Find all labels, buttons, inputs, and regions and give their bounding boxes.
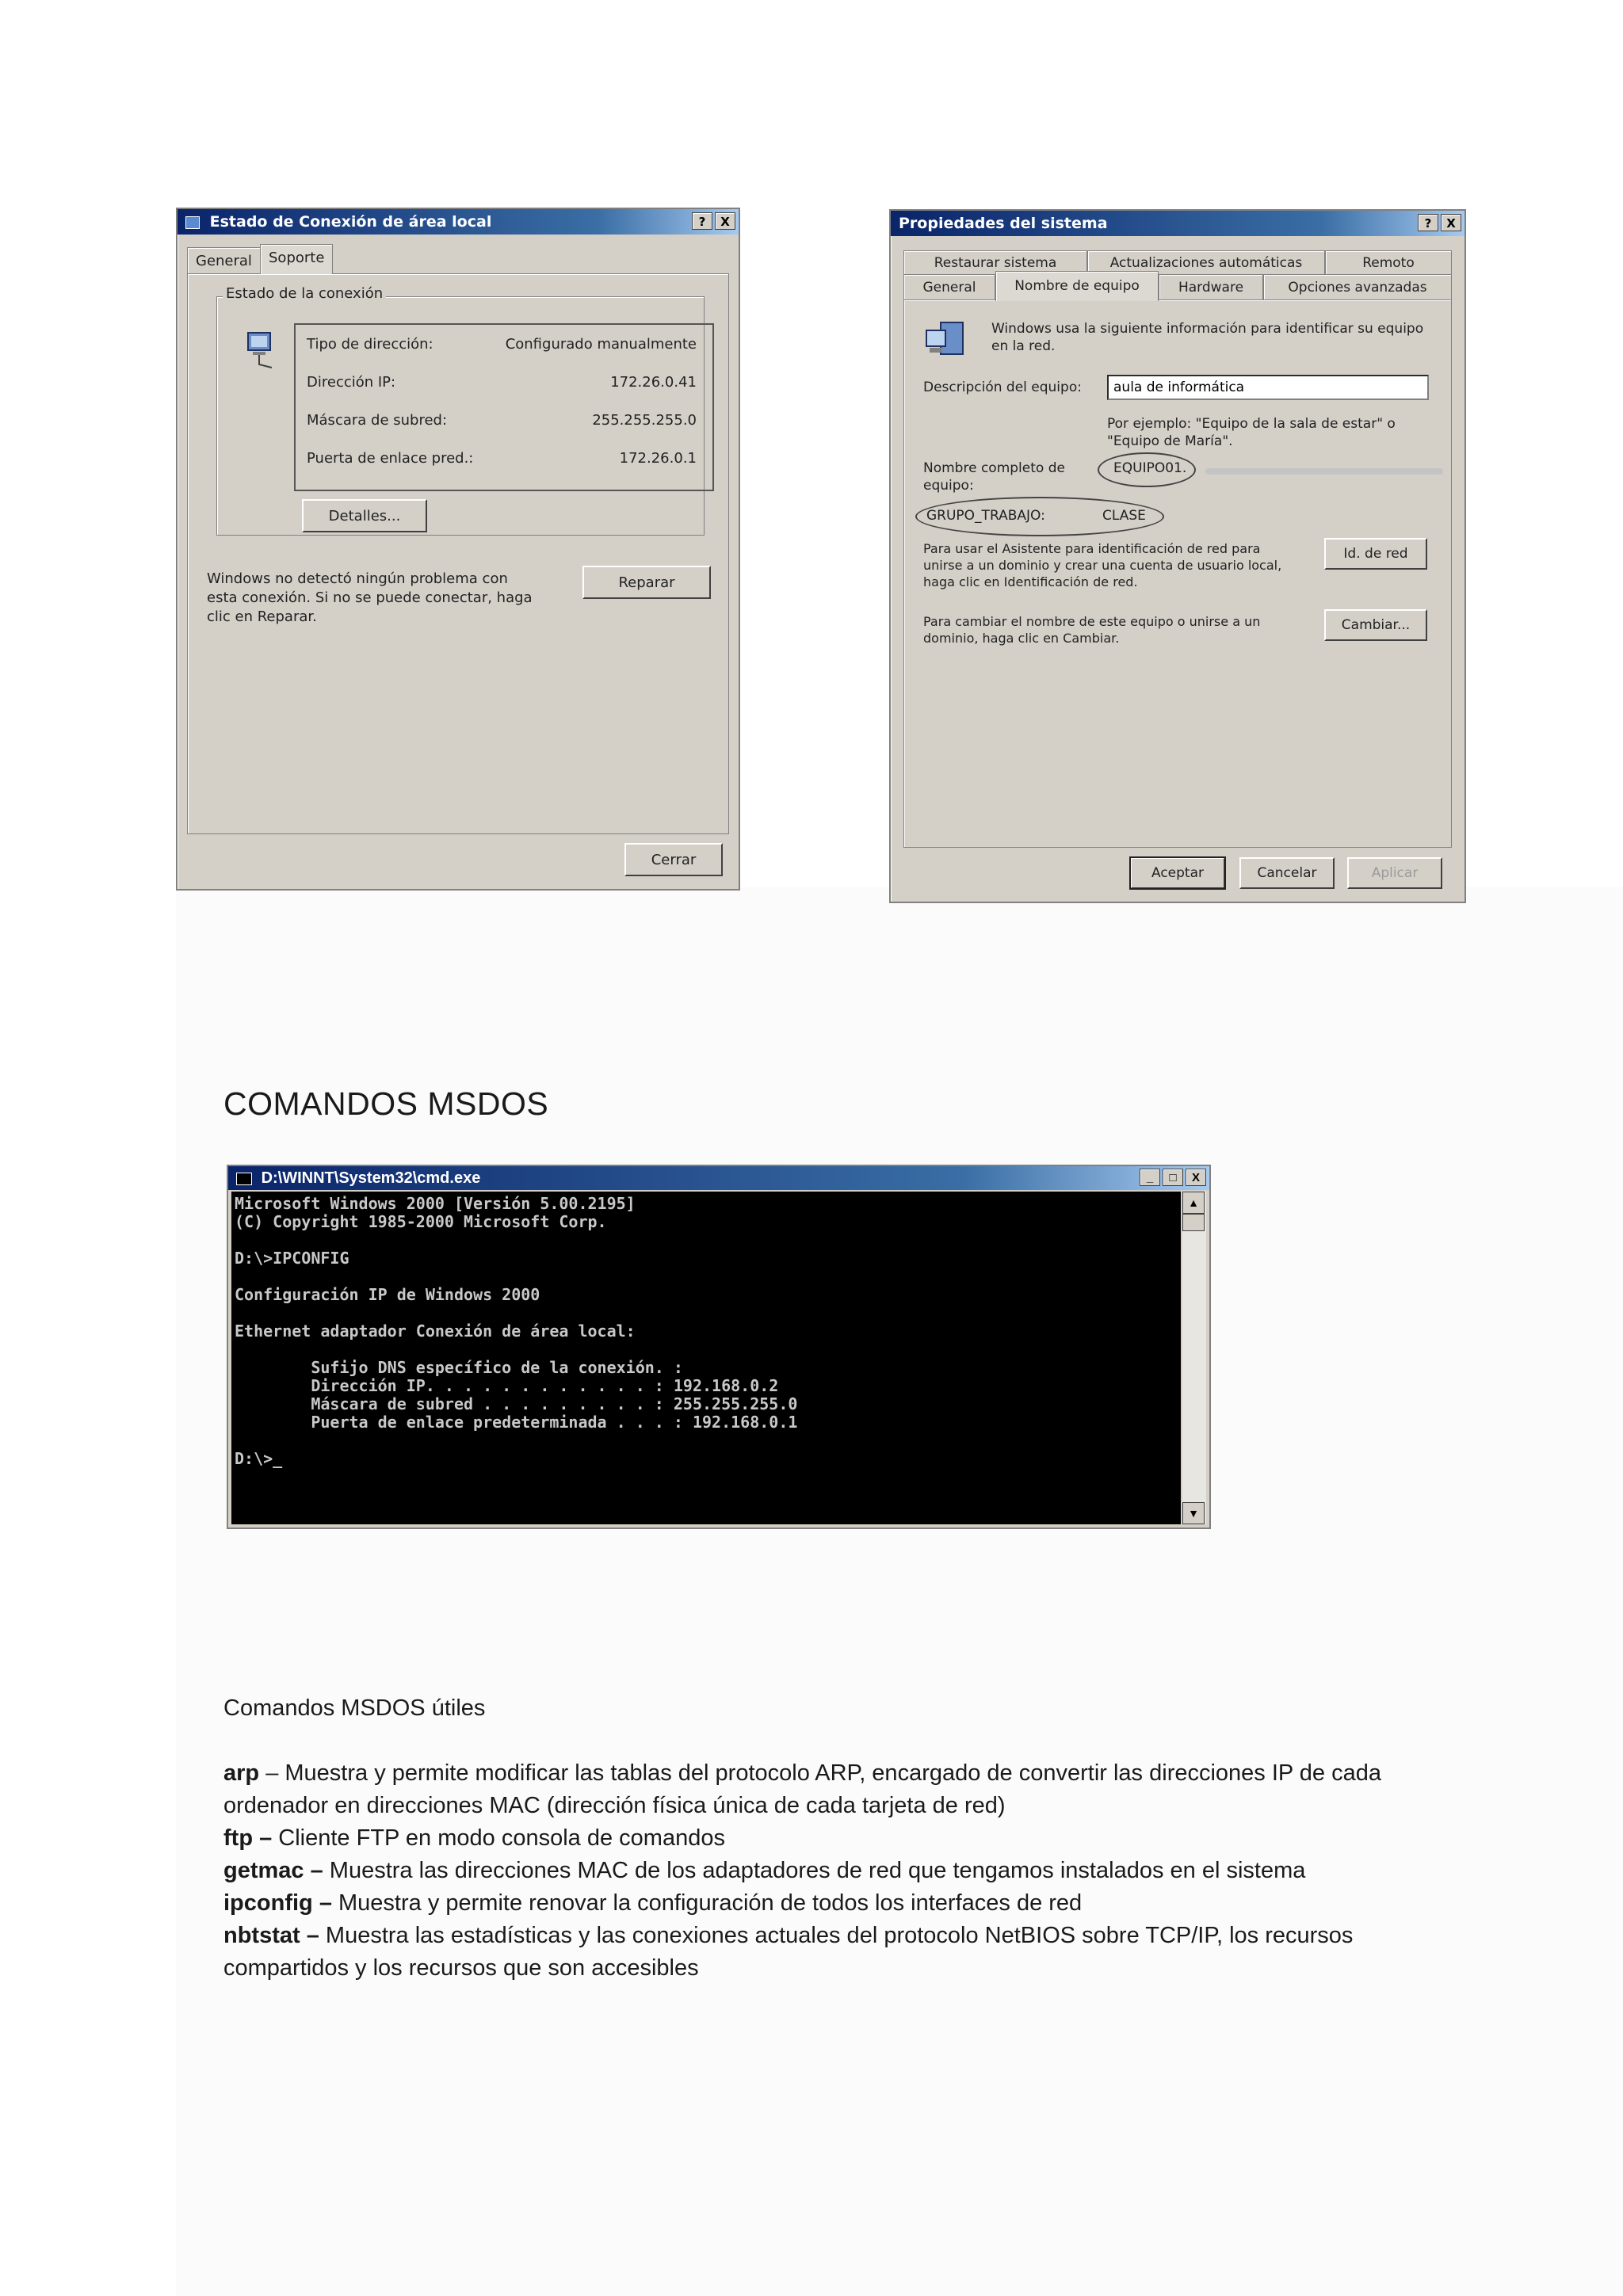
tab-soporte[interactable]: Soporte (260, 244, 333, 274)
console-output[interactable] (231, 1192, 1181, 1524)
dialog-close-button[interactable]: Cerrar (624, 843, 723, 876)
console-line: Dirección IP. . . . . . . . . . . . : 192.168.0.2 (235, 1376, 779, 1395)
scroll-down-icon[interactable]: ▼ (1182, 1502, 1205, 1524)
console-line (235, 1231, 1178, 1249)
command-separator (332, 1890, 338, 1916)
command-item (223, 1887, 1412, 1920)
console-line: Puerta de enlace predeterminada . . . : 192.168.0.1 (235, 1413, 798, 1432)
command-separator: – (259, 1760, 285, 1786)
intro-line-2: en la red. (991, 338, 1056, 354)
command-description: Muestra y permite modificar las tablas del protocolo ARP, encargado de convertir las direcciones IP de cada ordenador en direcciones MAC (dirección física única de cada tarjeta de red) (223, 1760, 1381, 1818)
command-name: getmac – (223, 1858, 323, 1883)
command-description: Muestra las direcciones MAC de los adaptadores de red que tengamos instalados en el sistema (329, 1858, 1306, 1883)
description-label: Descripción del equipo: (923, 379, 1082, 395)
command-separator (319, 1923, 326, 1948)
repair-button[interactable]: Reparar (582, 566, 711, 599)
ip-address-label: Dirección IP: (307, 374, 396, 391)
scroll-up-icon[interactable]: ▲ (1182, 1192, 1205, 1214)
tab-restaurar-sistema[interactable]: Restaurar sistema (903, 250, 1087, 274)
help-button[interactable]: ? (1418, 214, 1438, 231)
dialog-title: Propiedades del sistema (899, 215, 1108, 232)
command-name: arp (223, 1760, 260, 1786)
close-button[interactable]: X (715, 212, 735, 230)
console-line: Máscara de subred . . . . . . . . . : 255.255.255.0 (235, 1394, 798, 1413)
dialog-titlebar[interactable] (891, 211, 1465, 236)
details-button[interactable]: Detalles... (302, 499, 427, 532)
command-item (223, 1822, 1412, 1855)
blurred-line (1205, 468, 1443, 475)
network-icon (185, 216, 200, 229)
tab-panel (187, 273, 729, 834)
cancel-button[interactable]: Cancelar (1239, 857, 1335, 889)
dialog-titlebar[interactable] (178, 209, 739, 235)
workgroup-circle (915, 497, 1164, 536)
network-id-button[interactable]: Id. de red (1324, 538, 1427, 570)
command-item (223, 1757, 1412, 1822)
console-line (235, 1304, 1178, 1322)
console-line: Sufijo DNS específico de la conexión. : (235, 1358, 683, 1377)
gateway-value: 172.26.0.1 (619, 450, 697, 467)
tab-nombre-de-equipo[interactable]: Nombre de equipo (995, 271, 1159, 301)
cmd-title: D:\WINNT\System32\cmd.exe (261, 1169, 481, 1187)
accept-button[interactable]: Aceptar (1130, 857, 1225, 889)
address-type-label: Tipo de dirección: (307, 336, 433, 353)
console-line: D:\>IPCONFIG (235, 1249, 349, 1268)
minimize-button[interactable]: _ (1140, 1169, 1160, 1186)
address-type-value: Configurado manualmente (505, 336, 697, 353)
diagnostic-message-1: Windows no detectó ningún problema con (207, 570, 508, 587)
intro-line-1: Windows usa la siguiente información para identificar su equipo (991, 321, 1424, 337)
workgroup-value: CLASE (1102, 508, 1146, 524)
ip-address-value: 172.26.0.41 (610, 374, 697, 391)
change-text-2: dominio, haga clic en Cambiar. (923, 631, 1120, 646)
fullname-circle (1098, 452, 1196, 487)
command-item (223, 1920, 1412, 1985)
system-properties-dialog (889, 209, 1466, 903)
tab-general[interactable]: General (187, 247, 261, 274)
tab-panel (903, 299, 1452, 848)
change-text-1: Para cambiar el nombre de este equipo o unirse a un (923, 614, 1261, 629)
diagnostic-message-3: clic en Reparar. (207, 608, 317, 625)
console-line: D:\>_ (235, 1449, 283, 1468)
console-line: Microsoft Windows 2000 [Versión 5.00.2195] (235, 1194, 636, 1213)
fullname-label-1: Nombre completo de (923, 460, 1065, 476)
tab-hardware[interactable]: Hardware (1159, 274, 1263, 299)
change-button[interactable]: Cambiar... (1324, 609, 1427, 641)
diagnostic-message-2: esta conexión. Si no se puede conectar, haga (207, 589, 533, 606)
dialog-title: Estado de Conexión de área local (209, 213, 492, 231)
console-line (235, 1268, 1178, 1286)
command-description: Muestra las estadísticas y las conexiones actuales del protocolo NetBIOS sobre TCP/IP, los recursos compartidos y los recursos que son accesibles (223, 1923, 1354, 1981)
network-id-text-3: haga clic en Identificación de red. (923, 574, 1138, 589)
computer-icon (923, 319, 968, 360)
subnet-mask-value: 255.255.255.0 (592, 412, 697, 429)
command-name: ipconfig – (223, 1890, 332, 1916)
console-line: (C) Copyright 1985-2000 Microsoft Corp. (235, 1212, 607, 1231)
command-name: ftp – (223, 1825, 273, 1851)
command-description: Muestra y permite renovar la configuración de todos los interfaces de red (338, 1890, 1083, 1916)
maximize-button[interactable]: □ (1163, 1169, 1183, 1186)
connection-status-dialog (176, 208, 740, 891)
workgroup-label: GRUPO_TRABAJO: (926, 508, 1045, 524)
fullname-value: EQUIPO01. (1113, 460, 1187, 476)
example-line-1: Por ejemplo: "Equipo de la sala de estar" o (1107, 416, 1396, 432)
close-button[interactable]: X (1441, 214, 1461, 231)
help-button[interactable]: ? (692, 212, 712, 230)
commands-list (223, 1757, 1412, 1985)
tab-actualizaciones[interactable]: Actualizaciones automáticas (1087, 250, 1325, 274)
computer-network-icon (245, 330, 277, 371)
group-label: Estado de la conexión (223, 285, 386, 302)
tab-general[interactable]: General (903, 274, 995, 299)
console-line: Configuración IP de Windows 2000 (235, 1285, 540, 1304)
command-description: Cliente FTP en modo consola de comandos (278, 1825, 725, 1851)
network-id-text-2: unirse a un dominio y crear una cuenta de usuario local, (923, 558, 1282, 573)
subheading: Comandos MSDOS útiles (223, 1695, 486, 1721)
subnet-mask-label: Máscara de subred: (307, 412, 448, 429)
description-input[interactable] (1107, 375, 1429, 400)
tab-remoto[interactable]: Remoto (1325, 250, 1452, 274)
example-line-2: "Equipo de María". (1107, 433, 1233, 449)
apply-button[interactable]: Aplicar (1347, 857, 1442, 889)
close-button[interactable]: X (1186, 1169, 1206, 1186)
console-line (235, 1341, 1178, 1359)
network-id-text-1: Para usar el Asistente para identificación de red para (923, 541, 1261, 556)
command-item (223, 1855, 1412, 1887)
command-name: nbtstat – (223, 1923, 319, 1948)
vertical-scrollbar[interactable] (1182, 1192, 1206, 1524)
cmd-window (227, 1165, 1211, 1529)
tab-opciones-avanzadas[interactable]: Opciones avanzadas (1263, 274, 1452, 299)
fullname-label-2: equipo: (923, 478, 974, 494)
console-icon (236, 1173, 252, 1185)
section-heading: COMANDOS MSDOS (223, 1085, 549, 1122)
cmd-titlebar[interactable] (228, 1166, 1209, 1190)
console-line: Ethernet adaptador Conexión de área local: (235, 1322, 636, 1341)
scroll-thumb[interactable] (1182, 1214, 1205, 1231)
console-line (235, 1432, 1178, 1450)
gateway-label: Puerta de enlace pred.: (307, 450, 474, 467)
command-separator (323, 1858, 330, 1883)
